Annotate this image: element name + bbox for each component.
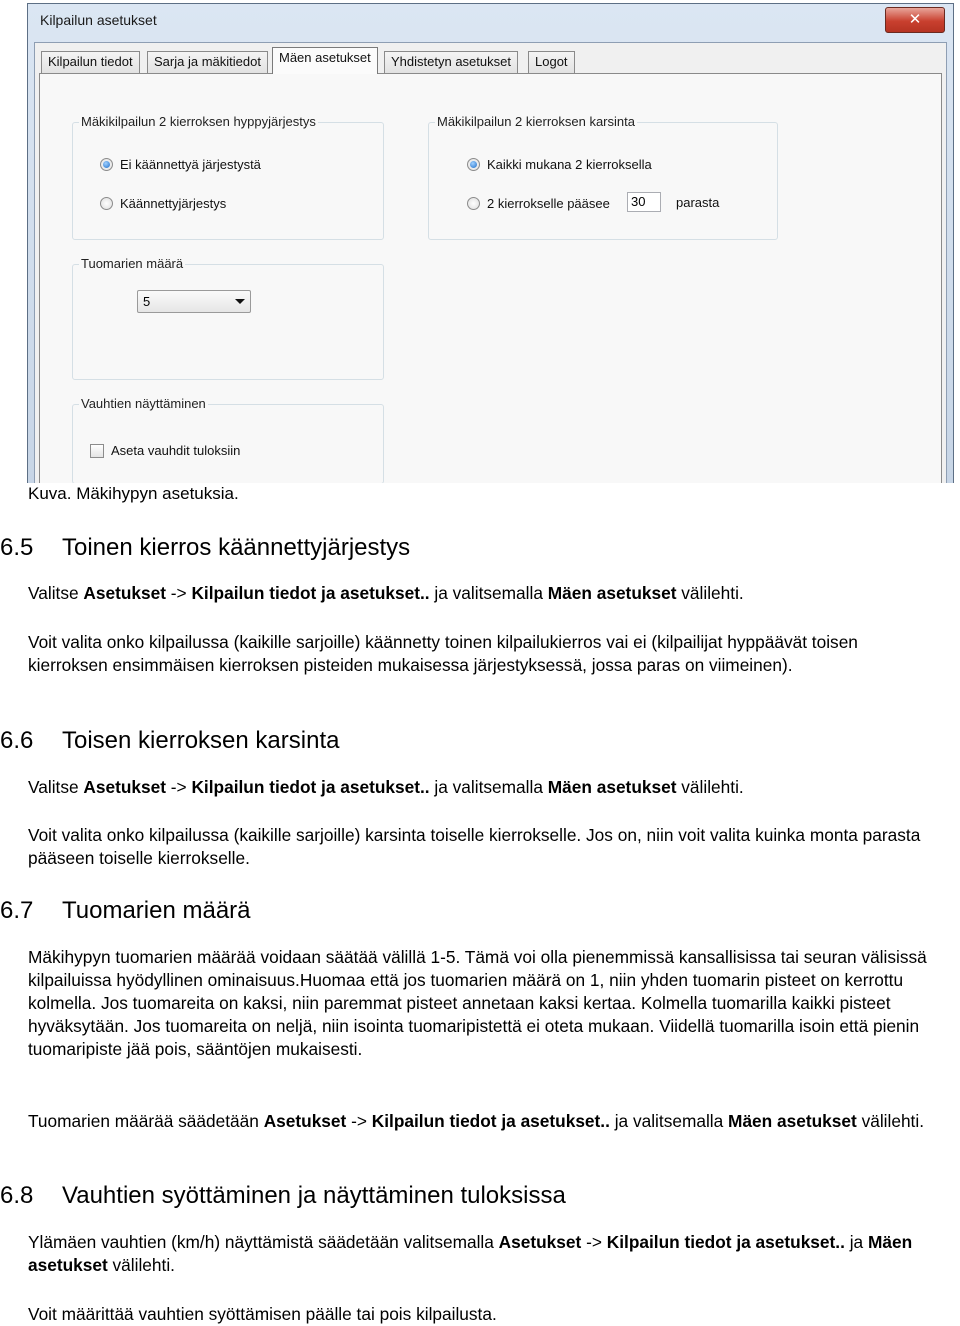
checkbox-unchecked-icon bbox=[90, 444, 104, 458]
text: välilehti. bbox=[107, 1255, 175, 1275]
tab-maen-asetukset[interactable]: Mäen asetukset bbox=[272, 47, 378, 74]
radio-reverse-label: Käännettyjärjestys bbox=[120, 196, 227, 211]
menu-ref: Kilpailun tiedot ja asetukset.. bbox=[191, 777, 430, 797]
radio-limited-second-round-label: 2 kierrokselle pääsee bbox=[487, 196, 610, 211]
text: -> bbox=[346, 1111, 372, 1131]
jump-order-title: Mäkikilpailun 2 kierroksen hyppyjärjestys bbox=[81, 114, 316, 129]
tab-ref: Mäen asetukset bbox=[28, 1232, 913, 1275]
text: Valitse bbox=[28, 777, 84, 797]
radio-all-second-round[interactable] bbox=[467, 157, 652, 172]
menu-ref: Kilpailun tiedot ja asetukset.. bbox=[191, 583, 430, 603]
tab-kilpailun-tiedot[interactable]: Kilpailun tiedot bbox=[41, 51, 140, 73]
paragraph bbox=[28, 776, 933, 799]
tab-sarja-ja-makitiedot[interactable]: Sarja ja mäkitiedot bbox=[147, 51, 268, 73]
chevron-down-icon bbox=[235, 299, 245, 304]
tab-ref: Mäen asetukset bbox=[728, 1111, 857, 1131]
heading-title: Toinen kierros käännettyjärjestys bbox=[62, 534, 411, 561]
settings-window bbox=[27, 3, 954, 483]
menu-ref: Kilpailun tiedot ja asetukset.. bbox=[371, 1111, 610, 1131]
cut-group bbox=[428, 114, 778, 240]
text: Ylämäen vauhtien (km/h) näyttämistä säädetään valitsemalla bbox=[28, 1232, 499, 1252]
text: ja valitsemalla bbox=[429, 777, 548, 797]
radio-limited-second-round[interactable] bbox=[467, 196, 610, 211]
judges-dropdown-value: 5 bbox=[143, 294, 151, 309]
speeds-group bbox=[72, 396, 384, 483]
heading-6-6 bbox=[0, 727, 339, 755]
tab-page-maen-asetukset bbox=[39, 73, 942, 483]
heading-number: 6.5 bbox=[0, 534, 34, 561]
heading-number: 6.8 bbox=[0, 1182, 34, 1209]
menu-ref: Asetukset bbox=[83, 583, 166, 603]
window-client bbox=[34, 42, 947, 483]
text: välilehti. bbox=[676, 583, 744, 603]
heading-6-8 bbox=[0, 1182, 566, 1210]
judges-group bbox=[72, 256, 384, 380]
close-button[interactable]: ✕ bbox=[885, 7, 945, 33]
text: ja bbox=[844, 1232, 868, 1252]
radio-unselected-icon bbox=[467, 197, 480, 210]
text: välilehti. bbox=[676, 777, 744, 797]
text: ja valitsemalla bbox=[609, 1111, 729, 1131]
menu-ref: Asetukset bbox=[263, 1111, 347, 1131]
radio-selected-icon bbox=[467, 158, 480, 171]
tab-ref: Mäen asetukset bbox=[547, 583, 677, 603]
heading-title: Vauhtien syöttäminen ja näyttäminen tuloksissa bbox=[62, 1182, 566, 1209]
radio-no-reverse[interactable] bbox=[100, 157, 261, 172]
tab-logot[interactable]: Logot bbox=[528, 51, 575, 73]
judges-dropdown[interactable] bbox=[137, 290, 251, 313]
cut-title: Mäkikilpailun 2 kierroksen karsinta bbox=[437, 114, 635, 129]
heading-number: 6.6 bbox=[0, 727, 34, 754]
jump-order-group bbox=[72, 114, 384, 240]
figure-caption: Kuva. Mäkihypyn asetuksia. bbox=[28, 484, 239, 503]
heading-6-5 bbox=[0, 534, 410, 562]
radio-no-reverse-label: Ei käännettyä järjestystä bbox=[120, 157, 261, 172]
text: Tuomarien määrää säädetään bbox=[28, 1111, 264, 1131]
paragraph: Mäkihypyn tuomarien määrää voidaan säätää välillä 1-5. Tämä voi olla pienemmissä kansallisissa tai seuran välisissä kilpailuissa hyödyllinen ominaisuus.Huomaa että jos tuomarien määrä on 1, niin yhden tuomarin pisteet on kerrottu kolmella. Jos tuomareita on kaksi, niin paremmat pisteet annetaan kaksi kertaa. Kolmella tuomarilla kaikki pisteet hyväksytään. Jos tuomareita on neljä, niin isointa tuomaripistettä ei oteta mukaan. Viidellä tuomarilla isoin että pienin tuomaripiste jää pois, sääntöjen mukaisesti. bbox=[28, 947, 927, 1059]
heading-number: 6.7 bbox=[0, 897, 34, 924]
window-title: Kilpailun asetukset bbox=[40, 12, 157, 28]
text: -> bbox=[166, 777, 192, 797]
text: -> bbox=[581, 1232, 607, 1252]
menu-ref: Kilpailun tiedot ja asetukset.. bbox=[606, 1232, 845, 1252]
radio-reverse[interactable] bbox=[100, 196, 226, 211]
paragraph bbox=[28, 1110, 933, 1133]
heading-title: Tuomarien määrä bbox=[62, 897, 251, 924]
text: ja valitsemalla bbox=[429, 583, 548, 603]
tab-yhdistetyn-asetukset[interactable]: Yhdistetyn asetukset bbox=[384, 51, 518, 73]
paragraph bbox=[28, 582, 933, 605]
paragraph: Voit määrittää vauhtien syöttämisen päälle tai pois kilpailusta. bbox=[28, 1304, 497, 1324]
heading-6-7 bbox=[0, 897, 251, 925]
menu-ref: Asetukset bbox=[498, 1232, 582, 1252]
radio-selected-icon bbox=[100, 158, 113, 171]
heading-title: Toisen kierroksen karsinta bbox=[62, 727, 340, 754]
tab-ref: Mäen asetukset bbox=[547, 777, 677, 797]
radio-unselected-icon bbox=[100, 197, 113, 210]
judges-title: Tuomarien määrä bbox=[81, 256, 184, 271]
show-speeds-label: Aseta vauhdit tuloksiin bbox=[111, 443, 241, 458]
menu-ref: Asetukset bbox=[83, 777, 166, 797]
text: -> bbox=[166, 583, 192, 603]
text: välilehti. bbox=[856, 1111, 925, 1131]
cut-count-input[interactable]: 30 bbox=[627, 192, 661, 212]
speeds-title: Vauhtien näyttäminen bbox=[81, 396, 206, 411]
paragraph: Voit valita onko kilpailussa (kaikille sarjoille) karsinta toiselle kierrokselle. Jos on, niin voit valita kuinka monta parasta pääseen toiselle kierrokselle. bbox=[28, 825, 921, 868]
show-speeds-checkbox[interactable] bbox=[90, 443, 240, 458]
radio-all-second-round-label: Kaikki mukana 2 kierroksella bbox=[487, 157, 652, 172]
text: Valitse bbox=[28, 583, 84, 603]
paragraph: Voit valita onko kilpailussa (kaikille sarjoille) käännetty toinen kilpailukierros vai ei (kilpailijat hyppäävät toisen kierroksen ensimmäisen kierroksen pisteiden mukaisessa järjestyksessä, jossa paras on viimeinen). bbox=[28, 632, 858, 675]
cut-suffix: parasta bbox=[676, 195, 720, 210]
paragraph bbox=[28, 1231, 933, 1277]
